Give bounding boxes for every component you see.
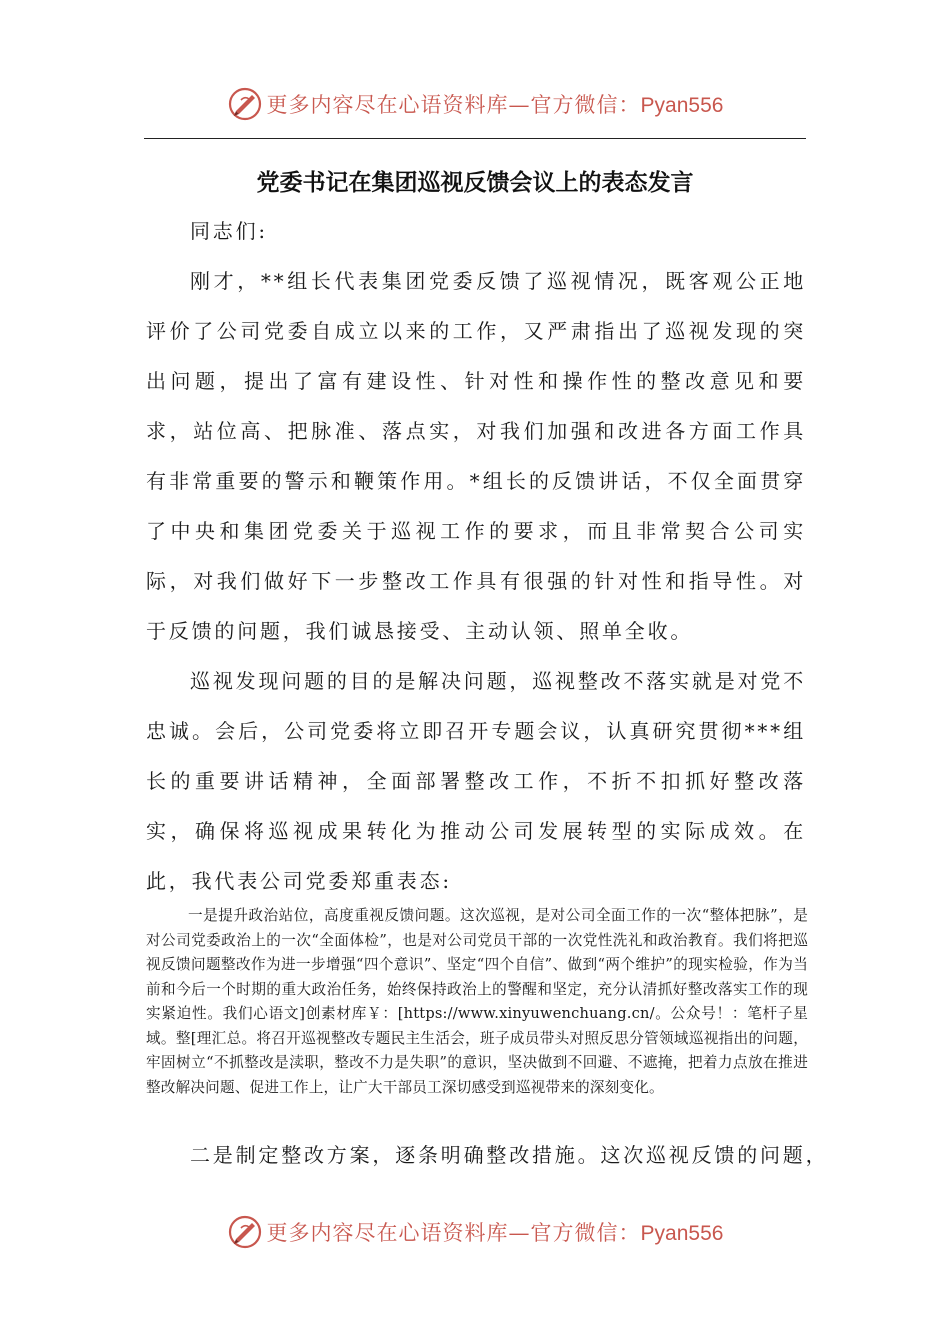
- banner-wechat-label: 官方微信：: [530, 1221, 641, 1245]
- pen-logo-icon: [227, 1214, 263, 1250]
- salutation: 同志们:: [190, 219, 268, 243]
- pen-logo-icon: [227, 86, 263, 122]
- small-print-paragraph: 一是提升政治站位，高度重视反馈问题。这次巡视，是对公司全面工作的一次“整体把脉”，是对公司党委政治上的一次“全面体检”，也是对公司党员干部的一次党性洗礼和政治教育。我们将把巡视反馈问题整改作为进一步增强“四个意识”、坚定“四个自信”、做到“两个维护”的现实检验，作为当前和今后一个时期的重大政治任务，始终保持政治上的警醒和坚定，充分认清抓好整改落实工作的现实紧迫性。我们心语文]创素材库￥：[https://www.xinyuwenchuang.cn/。公众号！：笔杆子星域。整[理汇总。将召开巡视整改专题民主生活会，班子成员带头对照反思分管领域巡视指出的问题，牢固树立“不抓整改是渎职，整改不力是失职”的意识，坚决做到不回避、不遮掩，把着力点放在推进整改解决问题、促进工作上，让广大干部员工深切感受到巡视带来的深刻变化。: [146, 907, 808, 1096]
- banner-main-text: 更多内容尽在心语资料库: [266, 93, 509, 117]
- banner-text: [267, 89, 724, 119]
- paragraph-2: 巡视发现问题的目的是解决问题，巡视整改不落实就是对党不忠诚。会后，公司党委将立即召开专题会议，认真研究贯彻***组长的重要讲话精神，全面部署整改工作，不折不扣抓好整改落实，确保将巡视成果转化为推动公司发展转型的实际成效。在此，我代表公司党委郑重表态:: [146, 669, 806, 893]
- banner-wechat-id: Pyan556: [640, 1222, 724, 1245]
- footer-banner: [0, 1212, 950, 1252]
- banner-wechat-label: 官方微信：: [530, 93, 641, 117]
- header-banner: [0, 84, 950, 124]
- banner-dash: —: [508, 1221, 531, 1245]
- document-title: 党委书记在集团巡视反馈会议上的表态发言: [256, 170, 694, 196]
- banner-wechat-id: Pyan556: [640, 94, 724, 117]
- paragraph-3-first-line: 二是制定整改方案，逐条明确整改措施。这次巡视反馈的问题，: [190, 1143, 829, 1167]
- document-body: [146, 206, 806, 906]
- header-rule: [144, 138, 806, 139]
- banner-text: [267, 1217, 724, 1247]
- banner-dash: —: [508, 93, 531, 117]
- banner-main-text: 更多内容尽在心语资料库: [266, 1221, 509, 1245]
- paragraph-1: 刚才，**组长代表集团党委反馈了巡视情况，既客观公正地评价了公司党委自成立以来的工作，又严肃指出了巡视发现的突出问题，提出了富有建设性、针对性和操作性的整改意见和要求，站位高、把脉准、落点实，对我们加强和改进各方面工作具有非常重要的警示和鞭策作用。*组长的反馈讲话，不仅全面贯穿了中央和集团党委关于巡视工作的要求，而且非常契合公司实际，对我们做好下一步整改工作具有很强的针对性和指导性。对于反馈的问题，我们诚恳接受、主动认领、照单全收。: [146, 269, 806, 643]
